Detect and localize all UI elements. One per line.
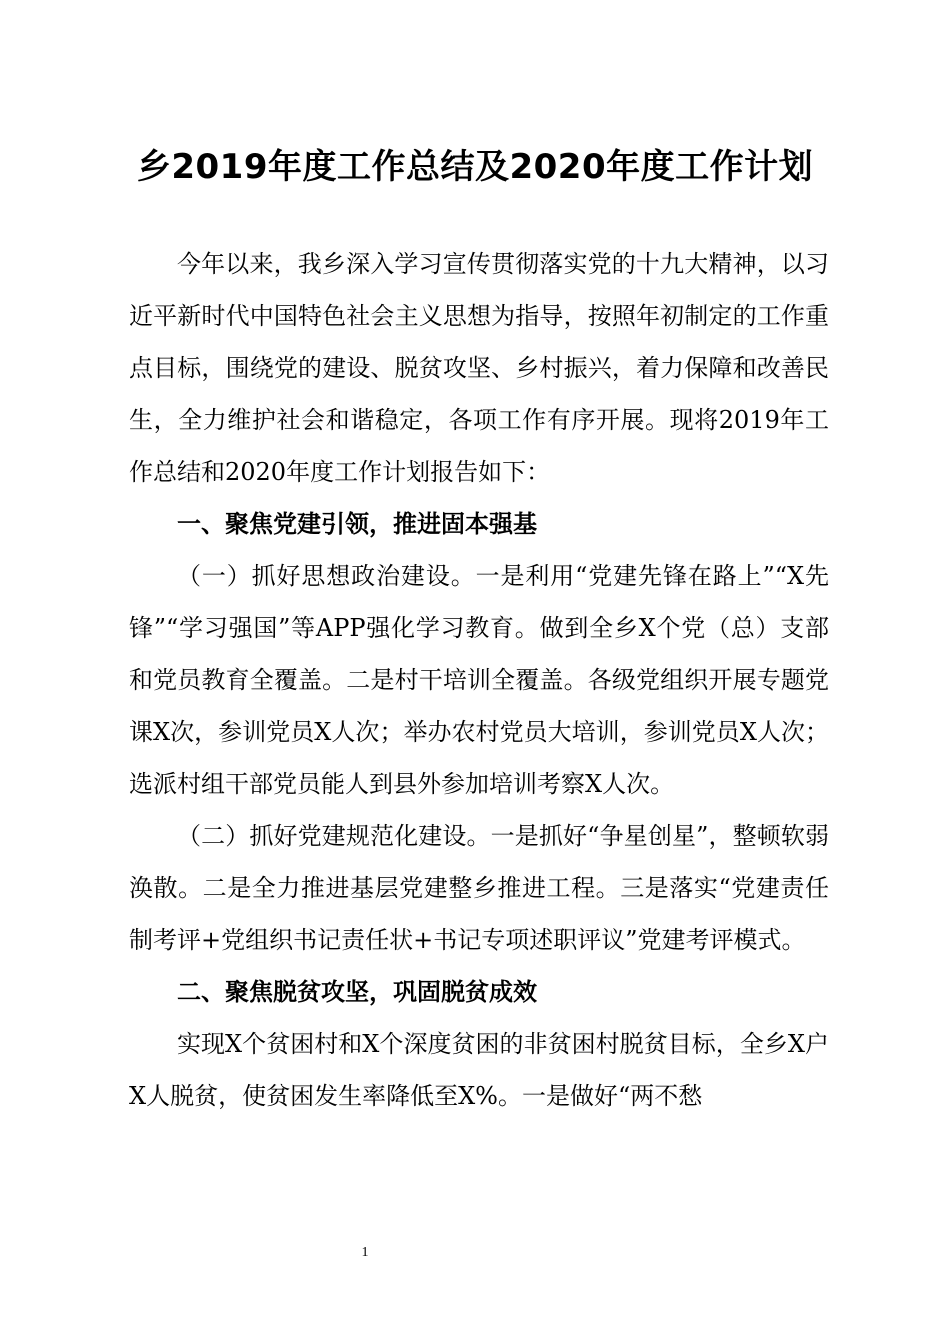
intro-paragraph: 今年以来，我乡深入学习宣传贯彻落实党的十九大精神，以习近平新时代中国特色社会主义思想为指导，按照年初制定的工作重点目标，围绕党的建设、脱贫攻坚、乡村振兴，着力保障和改善民生，全力维护社会和谐稳定，各项工作有序开展。现将2019年工作总结和2020年度工作计划报告如下：: [129, 250, 829, 486]
section-heading-2: 二、聚焦脱贫攻坚，巩固脱贫成效: [177, 978, 537, 1006]
section-heading-1: 一、聚焦党建引领，推进固本强基: [177, 510, 537, 538]
subsection-paragraph-1: （一）抓好思想政治建设。一是利用“党建先锋在路上”“X先锋”“学习强国”等APP强化学习教育。做到全乡X个党（总）支部和党员教育全覆盖。二是村干培训全覆盖。各级党组织开展专题党课X次，参训党员X人次；举办农村党员大培训，参训党员X人次；选派村组干部党员能人到县外参加培训考察X人次。: [129, 562, 829, 798]
page-number: 1: [361, 1245, 369, 1260]
document-body: [129, 238, 829, 1122]
document-title: 乡2019年度工作总结及2020年度工作计划: [136, 147, 814, 187]
subsection-paragraph-2: （二）抓好党建规范化建设。一是抓好“争星创星”，整顿软弱涣散。二是全力推进基层党建整乡推进工程。三是落实“党建责任制考评+党组织书记责任状+书记专项述职评议”党建考评模式。: [129, 822, 829, 954]
section-2-paragraph: 实现X个贫困村和X个深度贫困的非贫困村脱贫目标，全乡X户X人脱贫，使贫困发生率降低至X%。一是做好“两不愁: [129, 1030, 829, 1110]
